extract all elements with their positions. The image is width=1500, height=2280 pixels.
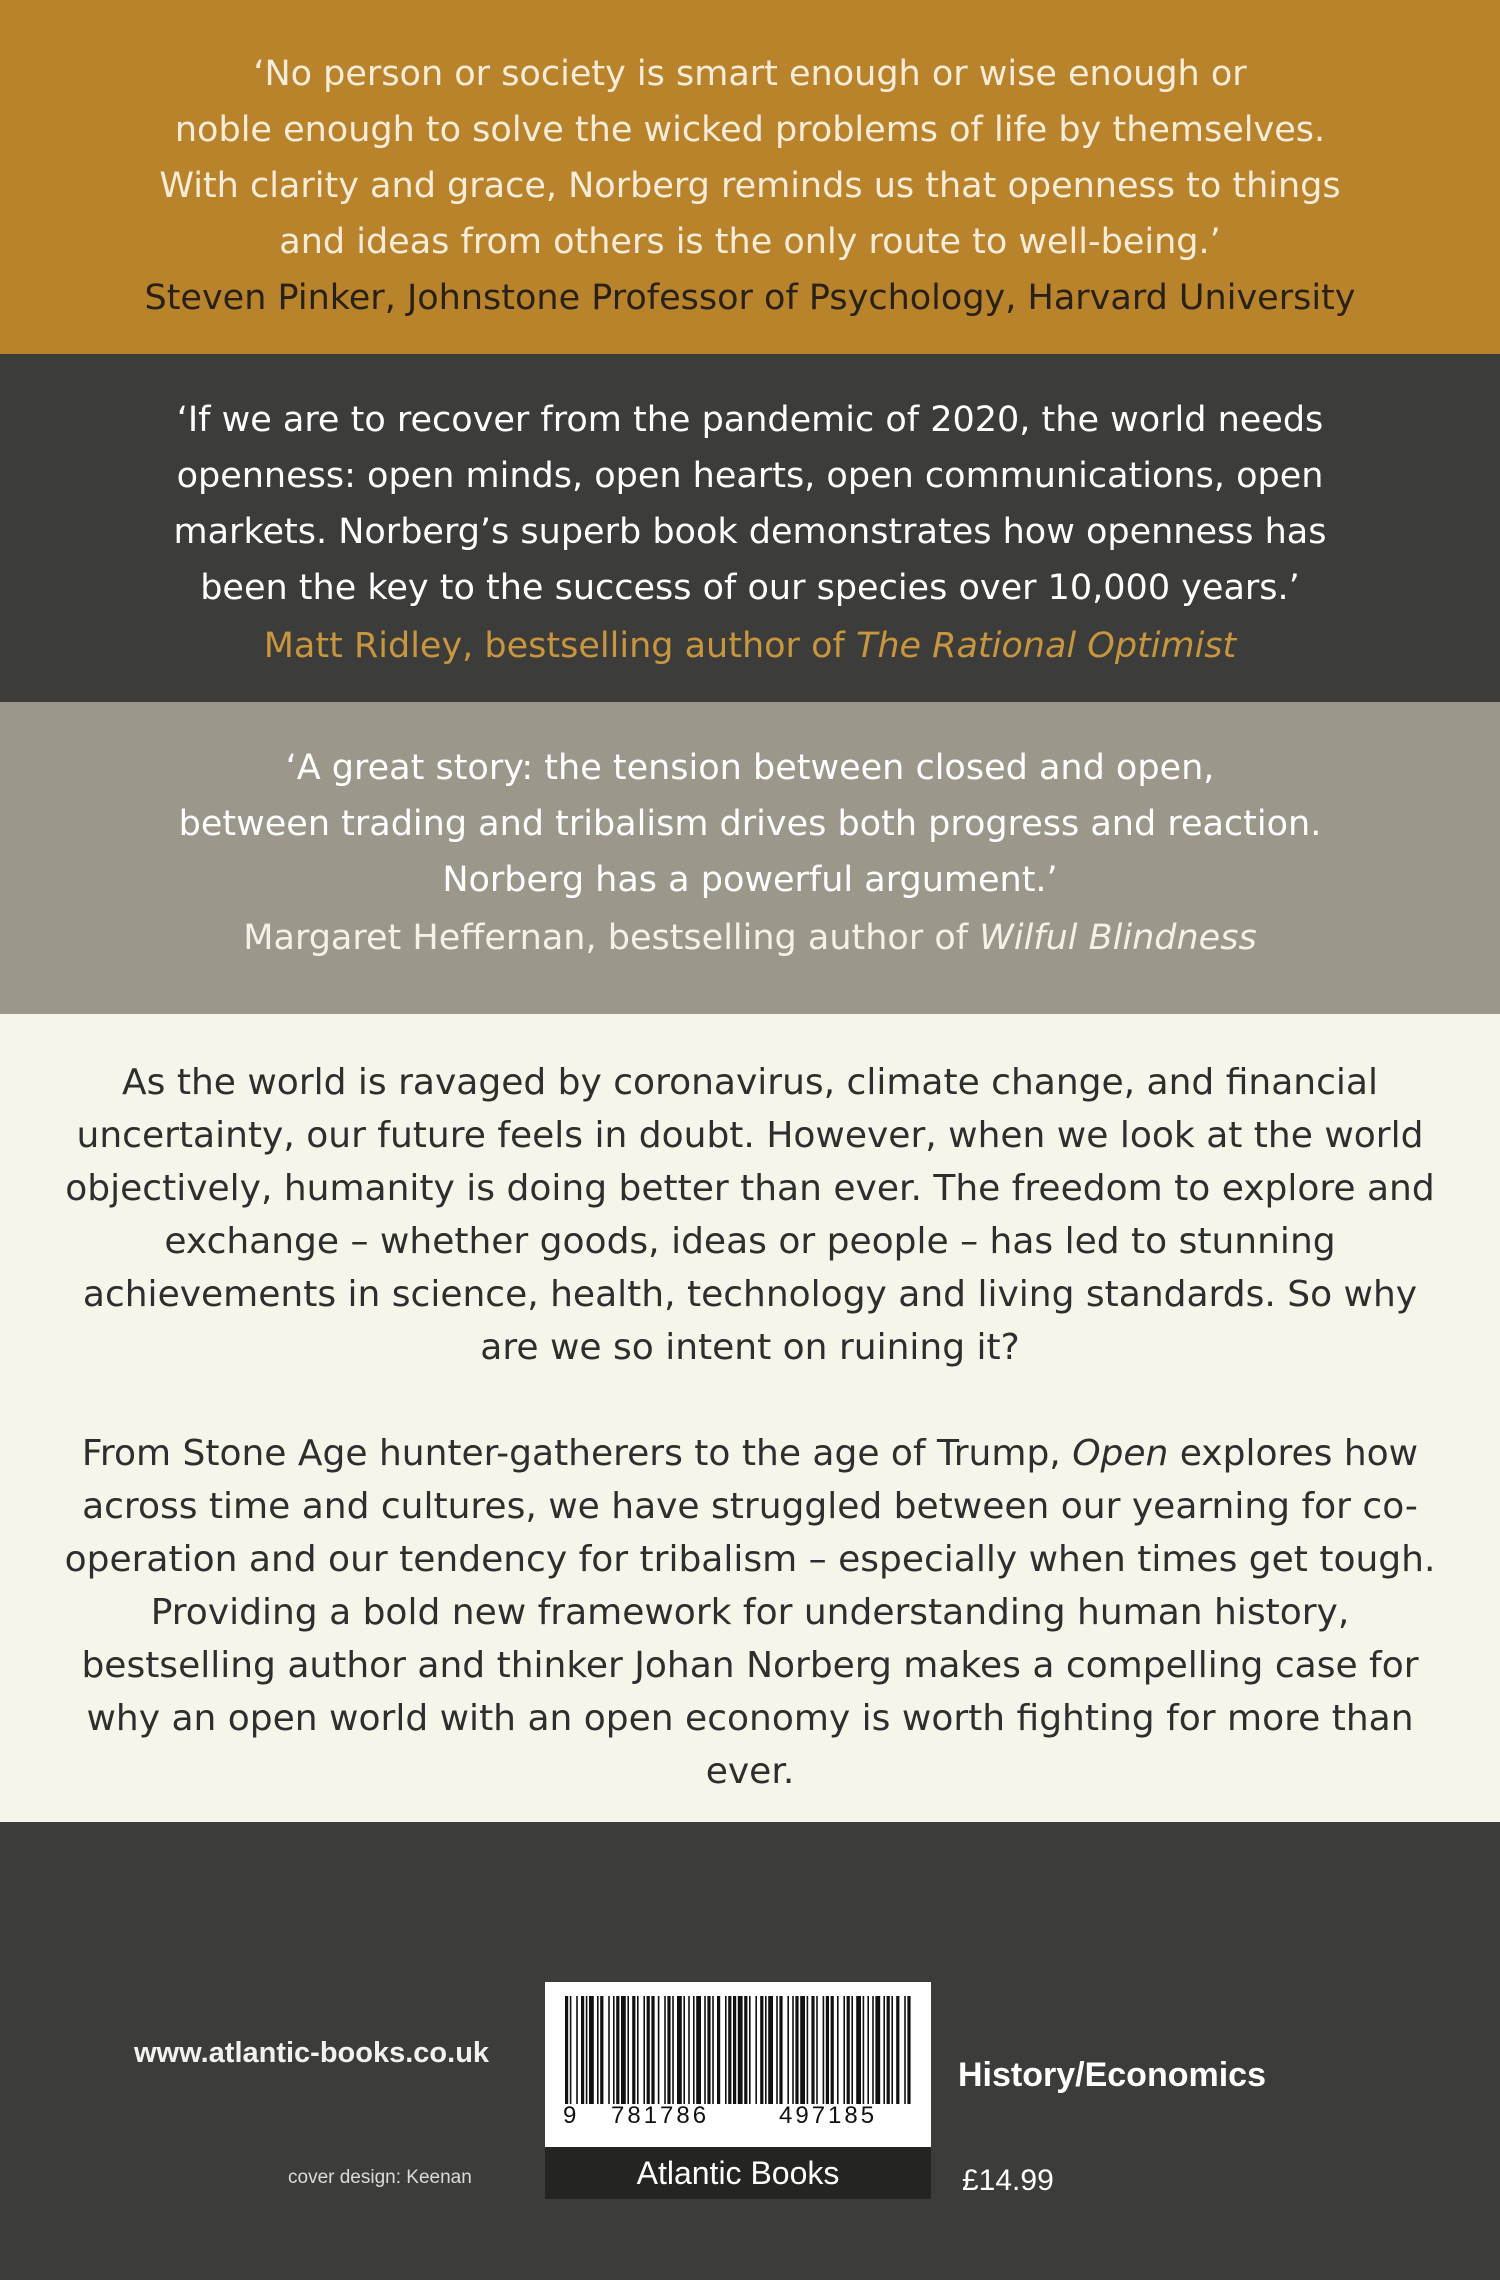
barcode-stripe (768, 1996, 773, 2104)
barcode-stripe (760, 1996, 763, 2104)
barcode-stripe (581, 1996, 584, 2104)
quote-attribution: Steven Pinker, Johnstone Professor of Psychology, Harvard University (144, 278, 1356, 318)
quote-attribution (0, 910, 1500, 966)
attribution-author: Matt Ridley, bestselling author of (263, 626, 856, 666)
barcode-stripe (717, 1996, 720, 2104)
quote-attribution (0, 618, 1500, 674)
book-price: £14.99 (962, 2164, 1054, 2197)
barcode-stripe (608, 1996, 610, 2104)
barcode-stripe (811, 1996, 814, 2104)
barcode-stripe (891, 1996, 893, 2104)
attribution-author: Margaret Heffernan, bestselling author of (243, 918, 980, 958)
attribution-book-title: Wilful Blindness (979, 918, 1257, 958)
barcode-stripe (896, 1996, 899, 2104)
barcode-stripe (621, 1996, 626, 2104)
barcode-stripe (597, 1996, 599, 2104)
barcode-stripe (683, 1996, 685, 2104)
barcode-stripe (875, 1996, 880, 2104)
quote-line: With clarity and grace, Norberg reminds us that openness to things (159, 166, 1341, 206)
barcode-stripe (712, 1996, 714, 2104)
barcode-stripe (795, 1996, 798, 2104)
isbn-group-1: 781786 (611, 2102, 710, 2129)
barcode-stripe (586, 1996, 588, 2104)
barcode (545, 1982, 931, 2147)
quote-line: ‘If we are to recover from the pandemic of 2020, the world needs (176, 400, 1324, 440)
barcode-stripe (707, 1996, 710, 2104)
barcode-stripe (800, 1996, 805, 2104)
barcode-stripe (837, 1996, 839, 2104)
isbn-prefix: 9 (563, 2102, 577, 2129)
barcode-stripe (696, 1996, 701, 2104)
barcode-stripe (677, 1996, 682, 2104)
book-category: History/Economics (958, 2056, 1266, 2094)
barcode-stripe (589, 1996, 594, 2104)
barcode-stripe (787, 1996, 789, 2104)
isbn-group-2: 497185 (779, 2102, 878, 2129)
quote-line: Norberg has a powerful argument.’ (442, 860, 1058, 900)
barcode-stripe (565, 1996, 568, 2104)
barcode-stripe (847, 1996, 850, 2104)
barcode-stripe (851, 1996, 853, 2104)
book-title: Open (1072, 1433, 1169, 1474)
barcode-stripe (616, 1996, 619, 2104)
barcode-stripe (570, 1996, 572, 2104)
barcode-stripe (863, 1996, 865, 2104)
blurb-text: explores how across time and cultures, we have struggled between our yearning for co-operation and our tendency for tribalism – especially when times get tough. Providing a bold new framework for understanding human history, bestselling author and thinker Johan Norberg makes a compelling case for why an open world with an open economy is worth fighting for more than ever. (64, 1433, 1436, 1792)
barcode-stripe (647, 1996, 650, 2104)
quote-line: been the key to the success of our species over 10,000 years.’ (200, 568, 1300, 608)
barcode-stripe (883, 1996, 885, 2104)
quote-text (100, 392, 1400, 616)
barcode-stripe (672, 1996, 674, 2104)
publisher-website: www.atlantic-books.co.uk (134, 2037, 490, 2069)
barcode-stripe (613, 1996, 615, 2104)
barcode-stripe (688, 1996, 690, 2104)
barcode-stripe (704, 1996, 706, 2104)
barcode-stripe (843, 1996, 845, 2104)
barcode-stripe (693, 1996, 695, 2104)
quote-text (100, 46, 1400, 270)
barcode-stripe (765, 1996, 767, 2104)
quote-line: markets. Norberg’s superb book demonstrates how openness has (173, 512, 1327, 552)
quote-band-pinker (0, 0, 1500, 354)
barcode-stripe (651, 1996, 654, 2104)
barcode-stripe (664, 1996, 666, 2104)
barcode-stripe (831, 1996, 834, 2104)
barcode-stripe (867, 1996, 869, 2104)
barcode-stripe (872, 1996, 874, 2104)
barcode-stripe (667, 1996, 670, 2104)
barcode-stripe (600, 1996, 603, 2104)
barcode-stripe (826, 1996, 829, 2104)
quote-line: and ideas from others is the only route to well-being.’ (279, 222, 1221, 262)
quote-line: ‘A great story: the tension between closed and open, (285, 748, 1215, 788)
barcode-stripe (632, 1996, 635, 2104)
blurb-paragraph: As the world is ravaged by coronavirus, climate change, and financial uncertainty, our future feels in doubt. However, when we look at the world objectively, humanity is doing better than ever. The freedom to explore and exchange – whether goods, ideas or people – has led to stunning achievements in science, health, technology and living standards. So why are we so intent on ruining it? (65, 1062, 1435, 1368)
barcode-stripe (744, 1996, 747, 2104)
quote-line: between trading and tribalism drives both progress and reaction. (178, 804, 1322, 844)
barcode-stripe (823, 1996, 825, 2104)
barcode-stripe (755, 1996, 757, 2104)
barcode-stripe (776, 1996, 778, 2104)
barcode-stripe (907, 1996, 910, 2104)
barcode-stripe (733, 1996, 736, 2104)
quote-band-heffernan (0, 702, 1500, 1014)
barcode-stripe (816, 1996, 818, 2104)
barcode-stripe (637, 1996, 639, 2104)
quote-line: openness: open minds, open hearts, open communications, open (176, 456, 1324, 496)
barcode-stripe (728, 1996, 731, 2104)
barcode-stripe (725, 1996, 727, 2104)
blurb-text: From Stone Age hunter-gatherers to the age of Trump, (81, 1433, 1073, 1474)
blurb-paragraph (60, 1427, 1440, 1798)
barcode-stripe (576, 1996, 578, 2104)
barcode-stripe (627, 1996, 629, 2104)
barcode-bars-icon (565, 1996, 911, 2104)
barcode-stripe (738, 1996, 743, 2104)
cover-credit: cover design: Keenan (288, 2167, 472, 2188)
barcode-stripe (792, 1996, 794, 2104)
publisher-name: Atlantic Books (545, 2147, 931, 2199)
barcode-stripe (779, 1996, 782, 2104)
quote-text (100, 740, 1400, 908)
barcode-stripe (807, 1996, 809, 2104)
barcode-stripe (643, 1996, 645, 2104)
barcode-stripe (749, 1996, 751, 2104)
barcode-stripe (856, 1996, 861, 2104)
barcode-stripe (887, 1996, 890, 2104)
barcode-stripe (904, 1996, 906, 2104)
quote-line: noble enough to solve the wicked problems of life by themselves. (174, 110, 1326, 150)
blurb-section (0, 1014, 1500, 1822)
attribution-book-title: The Rational Optimist (855, 626, 1237, 666)
barcode-stripe (658, 1996, 660, 2104)
quote-band-ridley (0, 354, 1500, 702)
quote-line: ‘No person or society is smart enough or wise enough or (253, 54, 1247, 94)
